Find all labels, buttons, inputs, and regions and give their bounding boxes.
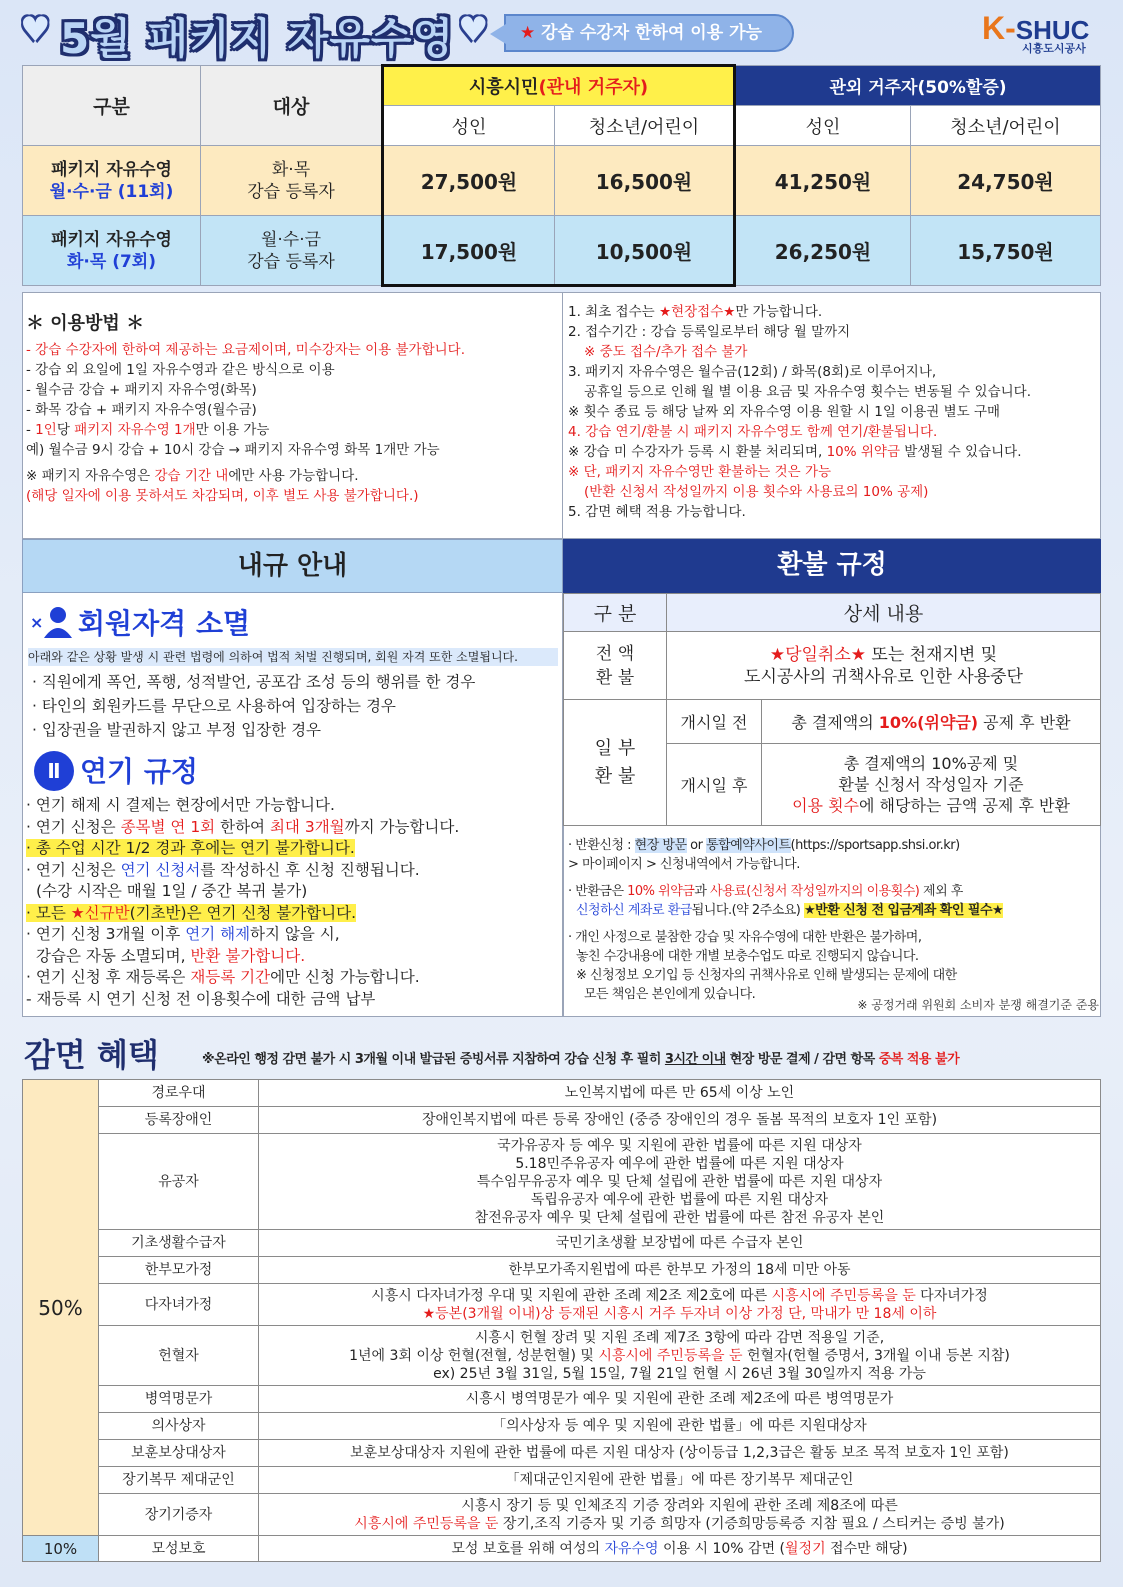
t: 시흥시 헌혈 장려 및 지원 조례 제7조 3항에 따라 감면 적용일 기준,	[474, 1329, 885, 1346]
note-line: > 마이페이지 > 신청내역에서 가능합니다.	[568, 857, 800, 872]
discount-key: 의사상자	[99, 1413, 259, 1440]
t: ex) 25년 3월 31일, 5월 15일, 7월 21일 헌혈 시 26년 3월 30일까지 적용 가능	[433, 1365, 926, 1382]
col-youth-out: 청소년/어린이	[911, 106, 1101, 146]
t: 국가유공자 등 예우 및 지원에 관한 법률에 따른 지원 대상자	[497, 1137, 862, 1154]
t: 시흥시에 주민등록을 둔	[354, 1515, 499, 1532]
t: or	[686, 838, 707, 853]
heart-icon: ♥	[20, 10, 51, 50]
t: 에만 신청 가능합니다.	[270, 968, 420, 986]
t: ※ 강습 미 수강자가 등록 시 환불 처리되며,	[568, 444, 827, 460]
discount-table	[22, 1079, 1101, 1562]
t: 에만 사용 가능합니다.	[228, 468, 359, 484]
member-note: 아래와 같은 상황 발생 시 관련 법령에 의하여 법적 처벌 진행되며, 회원 자격 또한 소멸됩니다.	[28, 648, 558, 666]
t: 10% 위약금	[826, 444, 901, 460]
delay-item	[26, 946, 561, 968]
usage-block	[26, 314, 556, 506]
refund-table	[563, 593, 1101, 826]
row-name	[23, 146, 201, 216]
t: 종목별 연 1회	[120, 817, 216, 836]
siheung-label: 시흥시민	[468, 77, 539, 98]
discount-key: 병역명문가	[99, 1386, 259, 1413]
t: · 연기 신청 3개월 이후	[26, 925, 186, 943]
delay-item	[26, 838, 561, 860]
t: 다자녀가정	[915, 1287, 988, 1304]
t: ★현장접수★	[658, 304, 736, 320]
target1: 화·목	[271, 159, 311, 180]
discount-value	[259, 1326, 1101, 1386]
col-group: 구분	[23, 66, 201, 146]
refund-after-desc	[762, 744, 1101, 826]
price-cell: 24,750원	[911, 146, 1101, 216]
t: 제외 후	[919, 884, 963, 899]
rule-line: ※ 횟수 종료 등 해당 날짜 외 자유수영 이용 원할 시 1일 이용권 별도 구매	[568, 404, 1001, 420]
t: 하지 않을 시,	[250, 925, 340, 943]
rule-line: ※ 중도 접수/추가 접수 불가	[584, 344, 748, 360]
t: 3시간 이내	[664, 1052, 726, 1067]
t: ★신규반	[70, 903, 130, 922]
discount-key: 경로우대	[99, 1080, 259, 1107]
t: 시흥시에 주민등록을 둔	[598, 1347, 743, 1364]
discount-key: 등록장애인	[99, 1107, 259, 1134]
refund-h2: 상세 내용	[667, 594, 1101, 632]
t: 10% 위약금	[627, 884, 695, 899]
delay-item	[26, 903, 561, 925]
t: 1. 최초 접수는	[568, 304, 659, 320]
rate-50: 50%	[23, 1080, 99, 1536]
t: 연기 해제	[185, 925, 251, 943]
divider	[562, 292, 563, 539]
refund-title: 환불 규정	[563, 539, 1101, 593]
t: 됩니다.(약 2주소요)	[691, 903, 805, 918]
star-icon: ★	[520, 23, 536, 43]
row-name-text: 패키지 자유수영	[51, 159, 172, 180]
rule-line: ※ 단, 패키지 자유수영만 환불하는 것은 가능	[568, 464, 832, 480]
discount-key: 헌혈자	[99, 1326, 259, 1386]
t: · 모든	[26, 903, 71, 922]
rule-line	[568, 442, 1098, 462]
usage-line: - 화목 강습 + 패키지 자유수영(월수금)	[26, 402, 257, 418]
t: 재등록 기간	[190, 968, 271, 986]
t: ★등본(3개월 이내)상 등재된 시흥시 거주 두자녀 이상 가정 단, 막내가 만 18세 이하	[422, 1305, 937, 1322]
t: · 연기 신청은	[26, 860, 121, 879]
t: · 연기 신청은	[26, 817, 121, 836]
t: 시흥시 다자녀가정 우대 및 지원에 관한 조례 제2조 제2호에 따른	[371, 1287, 772, 1304]
t: · 연기 신청 후 재등록은	[26, 968, 191, 986]
delay-title: 연기 규정	[80, 755, 198, 788]
rule-line	[568, 302, 1098, 322]
t: ※ 패키지 자유수영은	[26, 468, 155, 484]
t: 월정기	[785, 1540, 826, 1557]
delay-list	[26, 795, 561, 1010]
rules-block	[568, 302, 1098, 522]
t: 시흥시 장기 등 및 인체조직 기증 장려와 지원에 관한 조례 제8조에 따른	[461, 1497, 898, 1514]
rule-line: 5. 감면 혜택 적용 가능합니다.	[568, 504, 746, 520]
note-line	[568, 836, 1098, 855]
usage-line: - 강습 수강자에 한하여 제공하는 요금제이며, 미수강자는 이용 불가합니다.	[26, 342, 466, 358]
price-cell: 16,500원	[555, 146, 735, 216]
t: 신청하신 계좌로 환급	[576, 903, 692, 918]
note-line: 모든 책임은 본인에게 있습니다.	[584, 987, 756, 1002]
t: (https://sportsapp.shsi.or.kr)	[790, 838, 960, 853]
svg-text:×: ×	[30, 613, 44, 632]
discount-value: 노인복지법에 따른 만 65세 이상 노인	[259, 1080, 1101, 1107]
t: 만 가능합니다.	[735, 304, 823, 320]
t: 패키지 자유수영 1개	[74, 422, 196, 438]
t: 현장 방문 결제 / 감면 항목	[725, 1052, 879, 1067]
logo-sub: 시흥도시공사	[1022, 42, 1086, 55]
heart-icon: ♥	[458, 10, 489, 50]
t: 를 작성하신 후 신청 진행됩니다.	[200, 860, 420, 879]
target1: 월·수·금	[260, 229, 322, 250]
t: 이용 시 10% 감면 (	[658, 1540, 786, 1557]
discount-value: 「제대군인지원에 관한 법률」에 따른 장기복무 제대군인	[259, 1467, 1101, 1494]
refund-before-desc	[762, 700, 1101, 744]
page-header	[0, 0, 1123, 64]
target2: 강습 등록자	[247, 251, 335, 272]
rule-line: 공휴일 등으로 인해 월 별 이용 요금 및 자유수영 횟수는 변동될 수 있습니다.	[584, 384, 1032, 400]
note-line	[568, 901, 1098, 920]
t: 통합예약사이트	[706, 838, 791, 853]
col-adult-out: 성인	[735, 106, 911, 146]
member-item: · 직원에게 폭언, 폭행, 성적발언, 공포감 조성 등의 행위를 한 경우	[32, 673, 476, 691]
t: 총 결제액의 10%공제 및	[843, 754, 1019, 773]
usage-line: - 월수금 강습 + 패키지 자유수영(화목)	[26, 382, 257, 398]
t: 사용료(신청서 작성일까지의 이용횟수)	[710, 884, 920, 899]
price-cell: 41,250원	[735, 146, 911, 216]
delay-item	[26, 924, 561, 946]
t: 만 이용 가능	[195, 422, 270, 438]
usage-line: (해당 일자에 이용 못하셔도 차감되며, 이후 별도 사용 불가합니다.)	[26, 488, 419, 504]
price-cell: 15,750원	[911, 216, 1101, 286]
member-title: 회원자격 소멸	[78, 607, 251, 640]
discount-key: 모성보호	[99, 1536, 259, 1562]
delay-item	[26, 817, 561, 839]
notice-pill	[504, 14, 794, 52]
discount-key: 기초생활수급자	[99, 1230, 259, 1257]
t: (기초반)은 연기 신청 불가합니다.	[129, 903, 357, 922]
usage-line: 예) 월수금 9시 강습 + 10시 강습 → 패키지 자유수영 화목 1개만 가능	[26, 442, 440, 458]
discount-value: 시흥시 병역명문가 예우 및 지원에 관한 조례 제2조에 따른 병역명문가	[259, 1386, 1101, 1413]
col-youth: 청소년/어린이	[555, 106, 735, 146]
t: 중복 적용 불가	[878, 1052, 960, 1067]
note-line: ※ 신청정보 오기입 등 신청자의 귀책사유로 인해 발생되는 문제에 대한	[576, 968, 957, 983]
target2: 강습 등록자	[247, 181, 335, 202]
discount-key: 다자녀가정	[99, 1284, 259, 1326]
col-siheung	[383, 66, 735, 106]
discount-value: 국민기초생활 보장법에 따른 수급자 본인	[259, 1230, 1101, 1257]
discount-key: 장기복무 제대군인	[99, 1467, 259, 1494]
note-line	[568, 882, 1098, 901]
logo-k: K-	[982, 10, 1016, 46]
member-item: · 타인의 회원카드를 무단으로 사용하여 입장하는 경우	[32, 697, 396, 715]
note-line: · 개인 사정으로 불참한 강습 및 자유수영에 대한 반환은 불가하며,	[568, 930, 922, 945]
t: ※온라인 행정 감면 불가 시 3개월 이내 발급된 증빙서류 지참하여 강습 신청 후 필히	[202, 1052, 665, 1067]
member-list	[32, 670, 557, 742]
pause-icon: Ⅱ	[34, 751, 74, 791]
t: 연기 신청서	[120, 860, 201, 879]
t: 강습은 자동 소멸되며,	[36, 946, 191, 965]
t: 한하여	[215, 817, 270, 836]
page-title: 5월 패키지 자유수영	[60, 14, 455, 63]
note-line: 놓친 수강내용에 대한 개별 보충수업도 따로 진행되지 않습니다.	[576, 949, 919, 964]
t: 강습 기간 내	[154, 468, 229, 484]
price-table	[22, 64, 1101, 287]
price-cell: 27,500원	[383, 146, 555, 216]
t: 환불 신청서 작성일자 기준	[838, 775, 1024, 794]
discount-key: 장기기증자	[99, 1494, 259, 1536]
t: 시흥시에 주민등록을 둔	[771, 1287, 916, 1304]
price-cell: 17,500원	[383, 216, 555, 286]
discount-value: 장애인복지법에 따른 등록 장애인 (중증 장애인의 경우 돌봄 목적의 보호자 1인 포함)	[259, 1107, 1101, 1134]
t: 발생될 수 있습니다.	[900, 444, 1022, 460]
discount-value: 한부모가족지원법에 따른 한부모 가정의 18세 미만 아동	[259, 1257, 1101, 1284]
refund-full-desc	[667, 632, 1101, 700]
refund-after: 개시일 후	[667, 744, 762, 826]
naegyu-title: 내규 안내	[22, 539, 563, 593]
row-name-text: 패키지 자유수영	[51, 229, 172, 250]
usage-title: ＊ 이용방법 ＊	[26, 313, 145, 334]
t: 1인	[35, 422, 57, 438]
discount-key: 유공자	[99, 1134, 259, 1230]
refund-footnote: ※ 공정거래 위원회 소비자 분쟁 해결기준 준용	[857, 998, 1099, 1012]
t: 자유수영	[604, 1540, 659, 1557]
t: 1년에 3회 이상 헌혈(전혈, 성분헌혈) 및	[349, 1347, 599, 1364]
discount-value: 보훈보상대상자 지원에 관한 법률에 따른 지원 대상자 (상이등급 1,2,3급은 활동 보조 목적 보호자 1인 포함)	[259, 1440, 1101, 1467]
t: 이용 횟수	[792, 796, 859, 815]
logo	[982, 10, 1112, 54]
discount-value	[259, 1284, 1101, 1326]
t: 총 결제액의	[791, 713, 879, 732]
t: 특수임무유공자 예우 및 단체 설립에 관한 법률에 따른 지원 대상자	[476, 1173, 883, 1190]
delay-item: (수강 시작은 매월 1일 / 중간 복귀 불가)	[36, 882, 308, 900]
t: · 반환신청 :	[568, 838, 635, 853]
col-target: 대상	[201, 66, 383, 146]
member-item: · 입장권을 발권하지 않고 부정 입장한 경우	[32, 721, 322, 739]
t: 당	[56, 422, 75, 438]
t: 독립유공자 예우에 관한 법률에 따른 지원 대상자	[530, 1191, 829, 1208]
t: 접수만 해당)	[825, 1540, 908, 1557]
delay-item: - 재등록 시 연기 신청 전 이용횟수에 대한 금액 납부	[26, 989, 376, 1008]
t: 에 해당하는 금액 공제 후 반환	[859, 796, 1070, 815]
row-name	[23, 216, 201, 286]
discount-key: 한부모가정	[99, 1257, 259, 1284]
t: 헌혈자(헌혈 증명서, 3개월 이내 등본 지참)	[742, 1347, 1010, 1364]
t: 참전유공자 예우 및 단체 설립에 관한 법률에 따른 참전 유공자 본인	[474, 1209, 885, 1226]
row-target	[201, 146, 383, 216]
refund-full: 전 액 환 불	[564, 632, 667, 700]
price-cell: 26,250원	[735, 216, 911, 286]
usage-line	[26, 420, 556, 440]
notice-text: 강습 수강자 한하여 이용 가능	[541, 23, 762, 43]
t: 10%(위약금)	[878, 713, 979, 732]
usage-line: - 강습 외 요일에 1일 자유수영과 같은 방식으로 이용	[26, 362, 335, 378]
refund-notes	[568, 836, 1098, 1004]
t: 최대 3개월	[269, 817, 345, 836]
discount-value: 「의사상자 등 예우 및 지원에 관한 법률」에 따른 지원대상자	[259, 1413, 1101, 1440]
refund-before: 개시일 전	[667, 700, 762, 744]
t: 5.18민주유공자 예우에 관한 법률에 따른 지원 대상자	[515, 1155, 844, 1172]
t: 장기,조직 기증자 및 기증 희망자 (기증희망등록증 지참 필요 / 스티커는 증빙 불가)	[498, 1515, 1005, 1532]
row-days: 월·수·금 (11회)	[49, 181, 174, 202]
siheung-sub: (관내 거주자)	[538, 77, 649, 98]
discount-title: 감면 혜택	[24, 1036, 159, 1074]
t: · 총 수업 시간 1/2 경과 후에는 연기 불가합니다.	[26, 839, 355, 857]
t: ★반환 신청 전 입금계좌 확인 필수★	[804, 903, 1004, 918]
user-x-icon	[30, 604, 70, 640]
row-days: 화·목 (7회)	[66, 251, 156, 272]
delay-item	[26, 860, 561, 882]
col-outside: 관외 거주자(50%할증)	[735, 66, 1101, 106]
t: 과	[694, 884, 711, 899]
t: 현장 방문	[634, 838, 687, 853]
refund-partial: 일 부 환 불	[564, 700, 667, 826]
t: ★당일취소★	[769, 644, 866, 665]
price-row	[23, 216, 1101, 286]
discount-value	[259, 1536, 1101, 1562]
row-target	[201, 216, 383, 286]
col-adult: 성인	[383, 106, 555, 146]
t: 반환 불가합니다.	[190, 946, 306, 965]
t: 모성 보호를 위해 여성의	[451, 1540, 605, 1557]
t: 까지 가능합니다.	[344, 817, 460, 836]
discount-key: 보훈보상대상자	[99, 1440, 259, 1467]
price-cell: 10,500원	[555, 216, 735, 286]
delay-item: · 연기 해제 시 결제는 현장에서만 가능합니다.	[26, 796, 335, 814]
rate-10: 10%	[23, 1536, 99, 1562]
delay-item	[26, 967, 561, 989]
discount-value	[259, 1494, 1101, 1536]
t: -	[26, 422, 36, 438]
t: 또는 천재지변 및	[866, 644, 998, 665]
price-row	[23, 146, 1101, 216]
logo-main: SHUC	[1015, 15, 1090, 45]
usage-line	[26, 466, 556, 486]
discount-value	[259, 1134, 1101, 1230]
discount-note	[202, 1048, 1102, 1067]
rule-line: 3. 패키지 자유수영은 월수금(12회) / 화목(8회)로 이루어지나,	[568, 364, 937, 380]
t: 도시공사의 귀책사유로 인한 사용중단	[744, 666, 1023, 687]
t: 공제 후 반환	[978, 713, 1071, 732]
refund-h1: 구 분	[564, 594, 667, 632]
t: · 반환금은	[568, 884, 628, 899]
rule-line: 2. 접수기간 : 강습 등록일로부터 해당 월 말까지	[568, 324, 851, 340]
rule-line: 4. 강습 연기/환불 시 패키지 자유수영도 함께 연기/환불됩니다.	[568, 424, 938, 440]
rule-line: (반환 신청서 작성일까지 이용 횟수와 사용료의 10% 공제)	[584, 484, 929, 500]
